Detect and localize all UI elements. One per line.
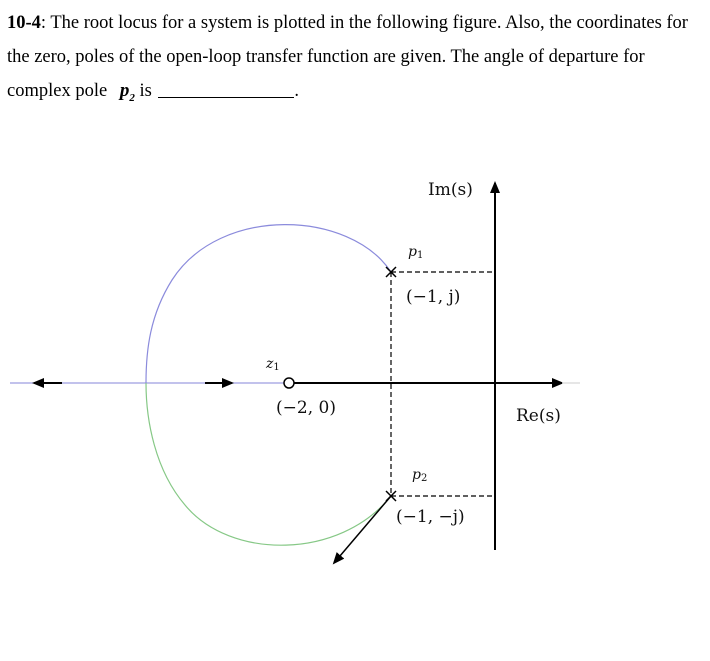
zero-z1-marker: [284, 378, 294, 388]
question-number: 10-4: [7, 13, 41, 33]
p2-coord: (−1, −j): [396, 507, 465, 527]
lower-branch: [146, 383, 391, 545]
z1-coord: (−2, 0): [276, 398, 336, 418]
pole-variable: $p_2$: [119, 80, 135, 104]
p1-label: p1: [408, 244, 424, 261]
departure-arrow: [334, 496, 391, 563]
p2-label: p2: [412, 467, 428, 484]
re-axis-label: Re(s): [516, 406, 561, 426]
question-tail: is: [139, 81, 152, 101]
question-body: : The root locus for a system is plotted in the following figure. Also, the coordinates for the zero, poles of the open-loop transfer function are given. The angle of departure for complex pole: [7, 13, 688, 101]
im-axis-label: Im(s): [428, 180, 473, 200]
p1-coord: (−1, j): [406, 287, 461, 307]
question-text: 10-4: The root locus for a system is plotted in the following figure. Also, the coordinates for the zero, poles of the open-loop transfer function are given. The angle of departure for complex pole $p_2$ is .: [7, 13, 688, 104]
z1-label: z1: [266, 356, 280, 373]
